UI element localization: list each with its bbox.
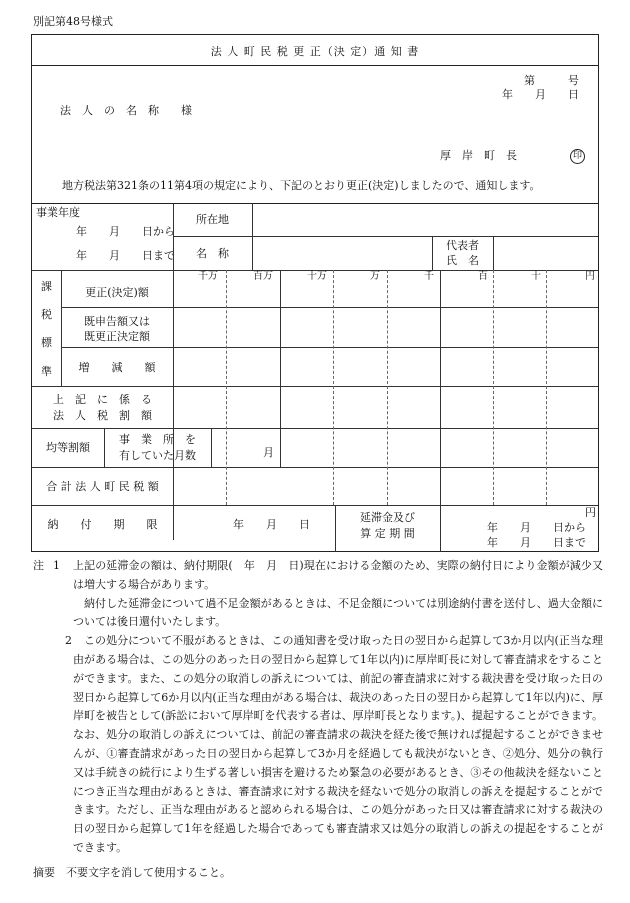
form-id: 別記第48号様式 [33, 15, 113, 28]
seal-mark: 印 [570, 149, 585, 164]
corp-tax-split-label-2: 法 人 税 割 額 [53, 409, 152, 422]
company-name-label: 名 称 [196, 247, 229, 260]
notice-number-label: 第 号 [524, 74, 579, 87]
official-seal [570, 148, 585, 164]
header-divider [32, 203, 598, 204]
note-1-text: 上記の延滞金の額は、納付期限( 年 月 日)現在における金額のため、実際の納付日により金額が減少又は増大する場合があります。 [73, 559, 603, 591]
note-1-text-2: 納付した延滞金について過不足金額があるときは、不足金額については別途納付書を送付し、過大金額については後日還付いたします。 [73, 596, 603, 629]
late-fee-period-to: 年 月 日まで [487, 536, 586, 549]
unit-10m: 千万 [198, 271, 218, 282]
address-label: 所在地 [196, 213, 229, 226]
note-prefix: 注 [33, 559, 44, 572]
equal-split-label: 均等割額 [46, 441, 90, 454]
issuer-label: 厚 岸 町 長 [440, 149, 517, 162]
tax-base-char-2: 税 [41, 308, 52, 321]
tax-base-char-3: 標 [41, 336, 52, 349]
month-unit: 月 [263, 446, 274, 459]
representative-label-1: 代表者 [446, 239, 479, 252]
unit-10: 十 [531, 271, 541, 282]
note-1 [33, 557, 603, 632]
unit-yen: 円 [585, 271, 595, 282]
intro-text: 地方税法第321条の11第4項の規定により、下記のとおり更正(決定)しましたので、通知します。 [62, 179, 541, 192]
form-title: 法 人 町 民 税 更 正（決 定）通 知 書 [210, 45, 420, 58]
late-fee-label-1: 延滞金及び [360, 511, 415, 524]
revised-amount-label: 更正(決定)額 [85, 286, 149, 299]
representative-label-2: 氏 名 [446, 254, 479, 267]
fiscal-year-from: 年 月 日から [76, 225, 175, 238]
recipient-label: 法 人 の 名 称 様 [60, 104, 192, 117]
declared-amount-label-1: 既申告額又は [84, 315, 150, 328]
payment-deadline-date: 年 月 日 [233, 518, 310, 531]
unit-100k: 十万 [307, 271, 327, 282]
notes-section [33, 557, 603, 858]
note-2-number: 2 [65, 634, 72, 648]
office-months-label-2: 有していた月数 [119, 449, 196, 462]
unit-100: 百 [478, 271, 488, 282]
title-divider [32, 65, 598, 66]
note-1-number: 1 [53, 559, 60, 572]
unit-10k: 万 [370, 271, 380, 282]
corp-tax-split-label-1: 上 記 に 係 る [53, 393, 152, 406]
unit-1k: 千 [424, 271, 434, 282]
note-2 [33, 632, 603, 858]
fiscal-year-label: 事業年度 [36, 206, 80, 219]
total-tax-label: 合 計 法 人 町 民 税 額 [46, 480, 159, 493]
late-fee-yen: 円 [585, 506, 596, 519]
change-amount-label: 増 減 額 [78, 361, 156, 374]
notice-date-label: 年 月 日 [502, 88, 579, 101]
fiscal-year-to: 年 月 日まで [76, 249, 175, 262]
unit-1m: 百万 [253, 271, 273, 282]
tax-base-char-1: 課 [41, 280, 52, 293]
note-2-text: この処分について不服があるときは、この通知書を受け取った日の翌日から起算して3か月以内(正当な理由がある場合は、この処分のあった日の翌日から起算して1年以内)に厚岸町長に対して審査請求をすることができます。また、この処分の取消しの訴えについては、前記の審査請求に対する裁決書を受け取った日の翌日から起算して6か月以内(正当な理由がある場合は、裁決のあった日の翌日から起算して1年以内)に、厚岸町を被告として(訴訟において厚岸町を代表する者は、厚岸町長となります。)、提起することができます。なお、処分の取消しの訴えについては、前記の審査請求の裁決を経た後で無ければ提起することができませんが、①審査請求があった日の翌日から起算して3か月を経過しても裁決がないとき、②処分、処分の執行又は手続きの続行により生ずる著しい損害を避けるため緊急の必要があるとき、③その他裁決を経ないことにつき正当な理由があるときは、審査請求に対する裁決を経ないで処分の取消しの訴えを提起することができます。ただし、正当な理由があると認められる場合は、この処分があった日又は審査請求に対する裁決の日の翌日から起算して1年を経過した場合であっても審査請求又は処分の取消しの訴えの提起をすることができます。 [73, 634, 603, 854]
tax-base-char-4: 準 [41, 365, 52, 378]
remarks: 摘要 不要文字を消して使用すること。 [33, 866, 231, 879]
office-months-label-1: 事 業 所 を [119, 433, 196, 446]
tax-notice-form [31, 34, 599, 552]
declared-amount-label-2: 既更正決定額 [84, 330, 150, 343]
payment-deadline-label: 納 付 期 限 [47, 518, 158, 531]
late-fee-label-2: 算 定 期 間 [360, 527, 415, 540]
late-fee-period-from: 年 月 日から [487, 521, 586, 534]
